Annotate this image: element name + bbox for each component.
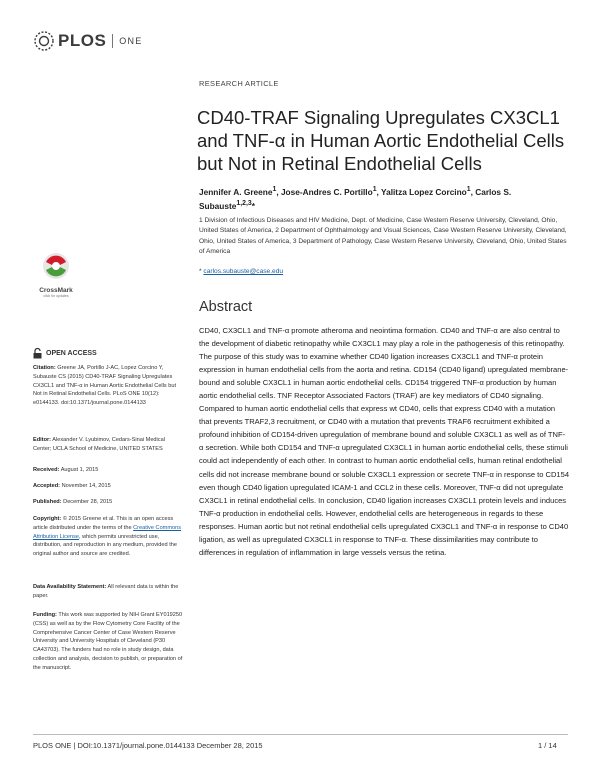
accepted-block — [33, 482, 183, 491]
open-access-label: OPEN ACCESS — [46, 350, 97, 357]
author-name[interactable]: Jennifer A. Greene — [199, 186, 273, 197]
published-text: December 28, 2015 — [63, 499, 113, 505]
article-title: CD40-TRAF Signaling Upregulates CX3CL1 and TNF-α in Human Aortic Endothelial Cells but Not in Retinal Endothelial Cells — [197, 107, 565, 174]
journal-subbrand: ONE — [119, 36, 143, 46]
data-availability-head: Data Availability Statement: — [33, 584, 107, 590]
author-affil-sup: 1 — [372, 186, 377, 193]
data-availability-text: All relevant data is within the paper. — [33, 584, 179, 599]
abstract-heading: Abstract — [199, 299, 253, 315]
page-number: 1 / 14 — [538, 741, 557, 750]
corresponding-email — [199, 268, 283, 275]
license-link[interactable]: Creative Commons Attribution License — [33, 524, 182, 540]
editor-text: Alexander V. Lyubimov, Cedars-Sinai Medical Center; UCLA School of Medicine, UNITED STATES — [33, 437, 165, 452]
article-type: RESEARCH ARTICLE — [199, 79, 279, 88]
citation-block — [33, 364, 183, 408]
crossmark-label: CrossMark — [39, 287, 73, 294]
received-head: Received: — [33, 467, 60, 473]
crossmark-icon — [33, 251, 79, 281]
author-name[interactable]: Jose-Andres C. Portillo — [280, 186, 373, 197]
footer-citation: PLOS ONE | DOI:10.1371/journal.pone.0144133 December 28, 2015 — [33, 741, 263, 750]
email-star: * — [199, 268, 202, 275]
published-head: Published: — [33, 499, 62, 505]
received-text: August 1, 2015 — [60, 467, 99, 473]
citation-text: Greene JA, Portillo J-AC, Lopez Corcino Y, Subauste CS (2015) CD40-TRAF Signaling Upregulates CX3CL1 and TNF-α in Human Aortic Endothelial Cells but Not in Retinal Endothelial Cells. PLoS ONE 10(12): e0144133. doi:10.1371/journal.pone.0144133 — [33, 365, 177, 407]
journal-brand: PLOS — [58, 31, 107, 50]
funding-block — [33, 611, 183, 673]
published-block — [33, 498, 183, 507]
corresponding-star: * — [251, 200, 255, 211]
author-list: Jennifer A. Greene$^1$, Jose-Andres C. Portillo$^1$, Yalitza Lopez Corcino$^1$, Carlos S. Subauste$^{1,2,3}$* — [199, 186, 512, 211]
open-access-badge — [33, 348, 97, 359]
accepted-text: November 14, 2015 — [61, 483, 111, 489]
editor-block — [33, 436, 183, 454]
funding-head: Funding: — [33, 612, 57, 618]
copyright-post: , which permits unrestricted use, distribution, and reproduction in any medium, provided the original author and source are credited. — [33, 533, 177, 558]
abstract-body: CD40, CX3CL1 and TNF-α promote atheroma and neointima formation. CD40 and TNF-α are also central to the development of diabetic retinopathy while CX3CL1 may play a role in the pathogenesis of this retinopathy. The purpose of this study was to examine whether CD40 ligation increases CX3CL1 and TNF-α protein expression in human endothelial cells from the aorta and retina. CD154 (CD40 ligand) upregulated membrane-bound and soluble CX3CL1 in human aortic endothelial cells. CD154 triggered TNF-α production by human aortic endothelial cells. TNF Receptor Associated Factors (TRAF) are key mediators of CD40 signaling. Compared to human aortic endothelial cells that express wt CD40, cells that express CD40 with a mutation that prevents TRAF2,3 recruitment, or CD40 with a mutation that prevents TRAF6 recruitment exhibited a profound inhibition of CD154-driven upregulation of membrane bound and soluble CX3CL1 as well as of TNF-α secretion. While both CD154 and TNF-α upregulated CX3CL1 in human aortic endothelial cells, these stimuli could act independently of each other. In contrast to human aortic endothelial cells, human retinal endothelial cells did not increase membrane bound or soluble CX3CL1 expression or secrete TNF-α in response to CD154 even though CD40 ligation upregulated ICAM-1 and CCL2 in these cells. Moreover, TNF-α did not upregulate CX3CL1 in retinal endothelial cells. In conclusion, CD40 ligation increases CX3CL1 protein levels and induces TNF-α production in endothelial cells. However, endothelial cells are heterogeneous in regards to these responses. Human aortic but not retinal endothelial cells upregulated CX3CL1 and TNF-α in response to CD40 ligation, as well as upregulated CX3CL1 in response to TNF-α. These dissimilarities may contribute to differences in regulation of inflammation in large vessels versus the retina. — [199, 326, 570, 557]
funding-text: This work was supported by NIH Grant EY019250 (CSS) as well as by the Flow Cytometry Core Facility of the Comprehensive Cancer Center of Case Western Reserve University and University Hospitals of Cleveland (P30 CA43703). The funders had no role in study design, data collection and analysis, decision to publish, or preparation of the manuscript. — [33, 612, 183, 671]
crossmark-badge[interactable] — [33, 251, 79, 301]
copyright-head: Copyright: — [33, 516, 62, 522]
lock-open-icon — [33, 348, 42, 359]
received-block — [33, 466, 183, 475]
journal-logo[interactable] — [33, 30, 143, 52]
plos-logo-icon — [33, 30, 55, 52]
citation-head: Citation: — [33, 365, 56, 371]
author-affil-sup: 1 — [272, 186, 277, 193]
author-name[interactable]: Yalitza Lopez Corcino — [381, 186, 467, 197]
data-availability-block — [33, 583, 183, 601]
footer-divider — [33, 734, 568, 735]
author-affil-sup: 1 — [466, 186, 471, 193]
editor-head: Editor: — [33, 437, 52, 443]
copyright-block — [33, 515, 183, 559]
crossmark-sub: click for updates — [43, 294, 69, 298]
affiliations: 1 Division of Infectious Diseases and HIV Medicine, Dept. of Medicine, Case Western Reserve University, Cleveland, Ohio, United States of America, 2 Department of Ophthalmology and Visual Sciences, Case Western Reserve University, Cleveland, Ohio, United States of America, 3 Department of Pathology, Case Western Reserve University, Cleveland, Ohio, United States of America — [199, 217, 567, 256]
logo-divider — [112, 34, 113, 48]
email-link[interactable]: carlos.subauste@case.edu — [203, 268, 284, 275]
copyright-pre: © 2015 Greene et al. This is an open access article distributed under the terms of the — [33, 516, 174, 531]
author-name[interactable]: Carlos S. Subauste — [199, 186, 512, 211]
author-affil-sup: 1,2,3 — [236, 199, 252, 207]
accepted-head: Accepted: — [33, 483, 61, 489]
